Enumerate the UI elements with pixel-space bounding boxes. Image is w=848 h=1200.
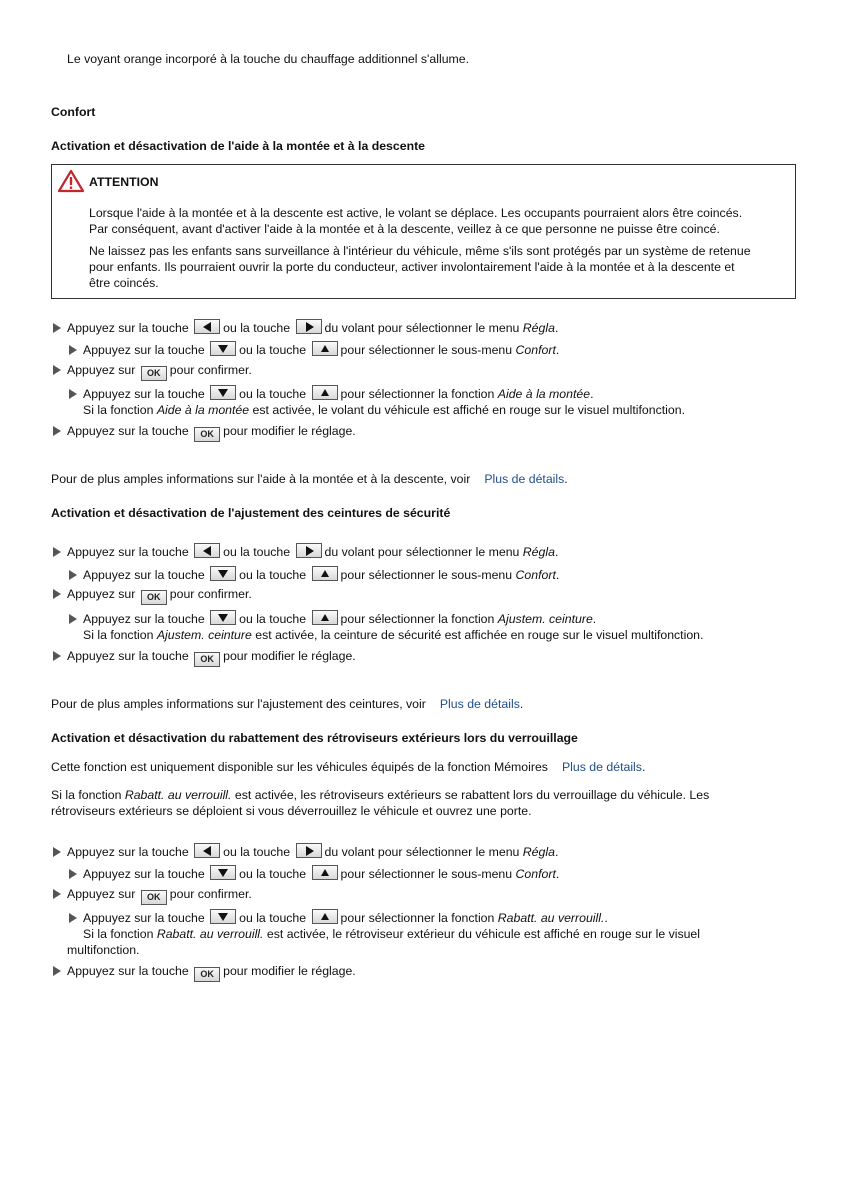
warning-text: être coincés.	[89, 276, 159, 290]
bullet-arrow-icon	[69, 913, 77, 923]
bullet-arrow-icon	[69, 345, 77, 355]
ok-key-icon: OK	[194, 967, 220, 982]
more-info-text: Pour de plus amples informations sur l'aide à la montée et à la descente, voir Plus de détails.	[51, 472, 568, 486]
description-text: Si la fonction Rabatt. au verrouill. est activée, les rétroviseurs extérieurs se rabattent lors du verrouillage du véhicule. Les	[51, 788, 710, 802]
more-details-link[interactable]: Plus de détails	[561, 760, 642, 774]
bullet-arrow-icon	[69, 570, 77, 580]
arrow-down-key-icon	[210, 610, 236, 625]
bullet-arrow-icon	[69, 869, 77, 879]
step-item: Appuyez sur la touche ou la touche pour sélectionner le sous-menu Confort.	[69, 566, 559, 583]
warning-text: pour enfants. Ils pourraient ouvrir la porte du conducteur, activer involontairement l'aide à la montée et à la descente et	[89, 260, 735, 274]
section-heading-hill-assist: Activation et désactivation de l'aide à la montée et à la descente	[51, 139, 426, 153]
step-item: Appuyez sur OK pour confirmer.	[53, 363, 252, 381]
result-text: Si la fonction Aide à la montée est activée, le volant du véhicule est affiché en rouge sur le visuel multifonction.	[83, 403, 685, 417]
arrow-up-key-icon	[312, 341, 338, 356]
step-item: Appuyez sur la touche ou la touche pour sélectionner la fonction Aide à la montée.	[69, 385, 594, 402]
bullet-arrow-icon	[53, 323, 61, 333]
arrow-down-key-icon	[210, 385, 236, 400]
step-item: Appuyez sur la touche OK pour modifier le réglage.	[53, 424, 356, 442]
arrow-down-key-icon	[210, 566, 236, 581]
bullet-arrow-icon	[53, 966, 61, 976]
section-title: Confort	[51, 105, 96, 119]
step-item: Appuyez sur OK pour confirmer.	[53, 887, 252, 905]
section-heading-mirror-fold: Activation et désactivation du rabattement des rétroviseurs extérieurs lors du verrouillage	[51, 731, 578, 745]
bullet-arrow-icon	[53, 589, 61, 599]
step-item: Appuyez sur la touche ou la touche pour sélectionner le sous-menu Confort.	[69, 341, 559, 358]
arrow-up-key-icon	[312, 385, 338, 400]
bullet-arrow-icon	[69, 389, 77, 399]
more-details-link[interactable]: Plus de détails	[439, 697, 520, 711]
warning-text: Lorsque l'aide à la montée et à la descente est active, le volant se déplace. Les occupants pourraient alors être coincés.	[89, 206, 743, 220]
warning-text: Par conséquent, avant d'activer l'aide à la montée et à la descente, veillez à ce que personne ne puisse être coincé.	[89, 222, 720, 236]
ok-key-icon: OK	[141, 590, 167, 605]
warning-box	[51, 164, 796, 299]
result-text: Si la fonction Ajustem. ceinture est activée, la ceinture de sécurité est affichée en rouge sur le visuel multifonction.	[83, 628, 704, 642]
bullet-arrow-icon	[53, 365, 61, 375]
section-heading-belt-adjust: Activation et désactivation de l'ajustement des ceintures de sécurité	[51, 506, 451, 520]
result-text: multifonction.	[67, 943, 140, 957]
arrow-down-key-icon	[210, 341, 236, 356]
description-text: rétroviseurs extérieurs se déploient si vous déverrouillez le véhicule et ouvrez une porte.	[51, 804, 532, 818]
step-item: Appuyez sur la touche ou la touche pour sélectionner la fonction Ajustem. ceinture.	[69, 610, 596, 627]
bullet-arrow-icon	[53, 889, 61, 899]
arrow-right-key-icon	[296, 319, 322, 334]
step-item: Appuyez sur la touche ou la touche du volant pour sélectionner le menu Régla.	[53, 843, 558, 860]
arrow-right-key-icon	[296, 843, 322, 858]
bullet-arrow-icon	[69, 614, 77, 624]
step-item: Appuyez sur la touche ou la touche du volant pour sélectionner le menu Régla.	[53, 543, 558, 560]
bullet-arrow-icon	[53, 847, 61, 857]
step-item: Appuyez sur la touche ou la touche pour sélectionner le sous-menu Confort.	[69, 865, 559, 882]
step-item: Appuyez sur la touche OK pour modifier le réglage.	[53, 649, 356, 667]
step-item: Appuyez sur OK pour confirmer.	[53, 587, 252, 605]
bullet-arrow-icon	[53, 426, 61, 436]
bullet-arrow-icon	[53, 651, 61, 661]
arrow-up-key-icon	[312, 566, 338, 581]
ok-key-icon: OK	[141, 890, 167, 905]
arrow-left-key-icon	[194, 543, 220, 558]
result-text: Si la fonction Rabatt. au verrouill. est activée, le rétroviseur extérieur du véhicule est affiché en rouge sur le visuel	[83, 927, 701, 941]
bullet-arrow-icon	[53, 547, 61, 557]
arrow-up-key-icon	[312, 865, 338, 880]
arrow-left-key-icon	[194, 319, 220, 334]
more-details-link[interactable]: Plus de détails	[484, 472, 565, 486]
more-info-text: Pour de plus amples informations sur l'ajustement des ceintures, voir Plus de détails.	[51, 697, 524, 711]
intro-text: Le voyant orange incorporé à la touche du chauffage additionnel s'allume.	[67, 52, 470, 66]
arrow-right-key-icon	[296, 543, 322, 558]
ok-key-icon: OK	[141, 366, 167, 381]
ok-key-icon: OK	[194, 652, 220, 667]
arrow-up-key-icon	[312, 610, 338, 625]
arrow-down-key-icon	[210, 909, 236, 924]
warning-icon	[57, 169, 85, 193]
step-item: Appuyez sur la touche ou la touche du volant pour sélectionner le menu Régla.	[53, 319, 558, 336]
availability-text: Cette fonction est uniquement disponible sur les véhicules équipés de la fonction Mémoires Plus de détails.	[51, 760, 646, 774]
step-item: Appuyez sur la touche OK pour modifier le réglage.	[53, 964, 356, 982]
warning-text: Ne laissez pas les enfants sans surveillance à l'intérieur du véhicule, même s'ils sont protégés par un système de retenue	[89, 244, 751, 258]
arrow-down-key-icon	[210, 865, 236, 880]
arrow-up-key-icon	[312, 909, 338, 924]
ok-key-icon: OK	[194, 427, 220, 442]
step-item: Appuyez sur la touche ou la touche pour sélectionner la fonction Rabatt. au verrouill..	[69, 909, 608, 926]
arrow-left-key-icon	[194, 843, 220, 858]
warning-title: ATTENTION	[89, 175, 159, 189]
